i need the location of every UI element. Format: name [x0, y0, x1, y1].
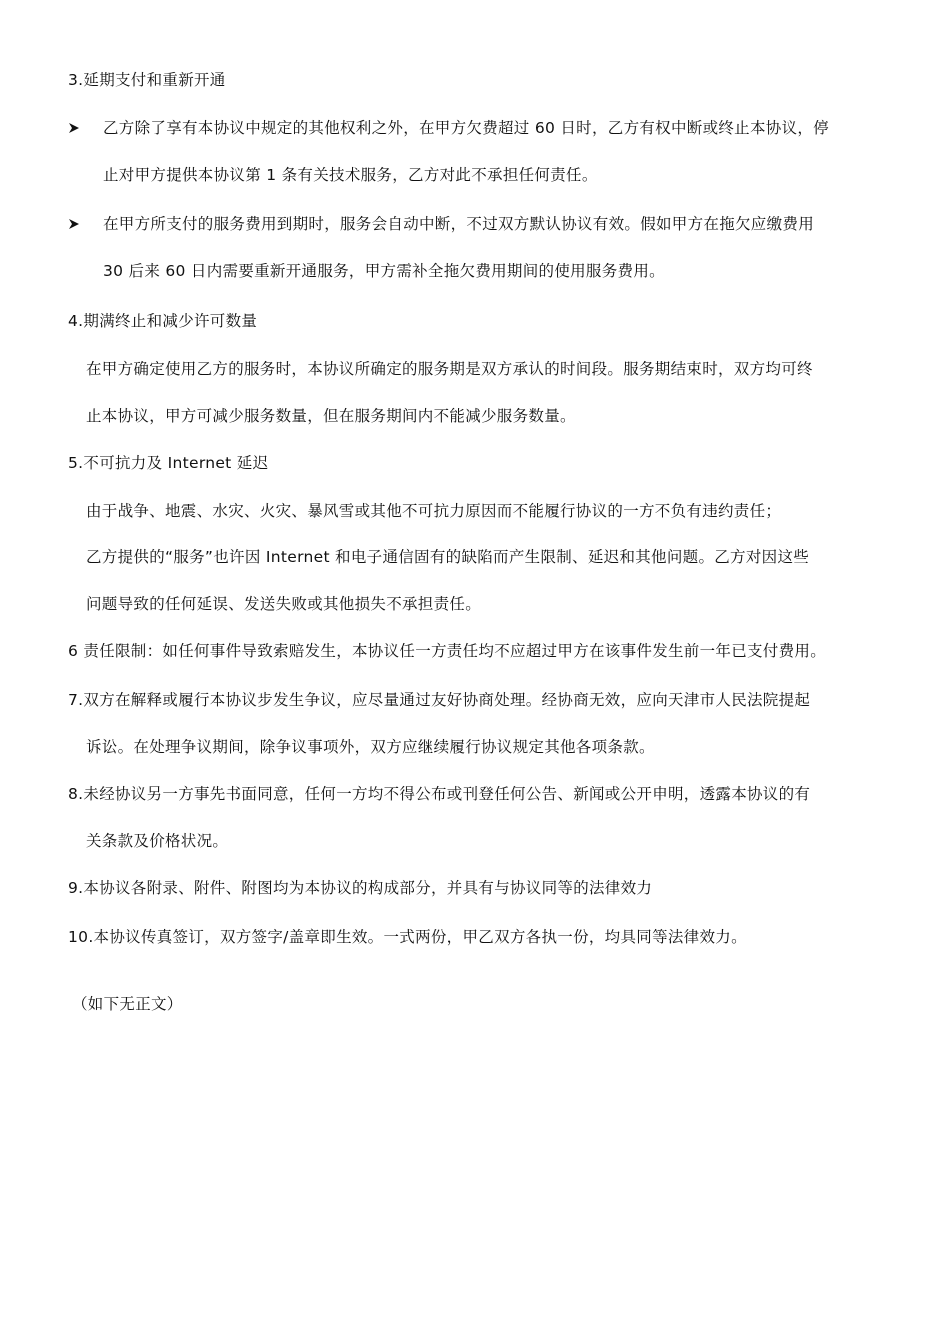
section-6-text: 6 责任限制：如任何事件导致索赔发生，本协议任一方责任均不应超过甲方在该事件发生前一年已支付费用。 [68, 642, 826, 660]
section-4-line-1: 在甲方确定使用乙方的服务时，本协议所确定的服务期是双方承认的时间段。服务期结束时，双方均可终 [86, 360, 813, 378]
section-3-bullet-2-line-2: 30 后来 60 日内需要重新开通服务，甲方需补全拖欠费用期间的使用服务费用。 [103, 262, 665, 280]
section-7-line-2: 诉讼。在处理争议期间，除争议事项外，双方应继续履行协议规定其他各项条款。 [86, 738, 655, 756]
section-8-line-2: 关条款及价格状况。 [86, 832, 229, 850]
section-3-heading: 3.延期支付和重新开通 [68, 71, 226, 89]
section-4-heading: 4.期满终止和减少许可数量 [68, 312, 258, 330]
section-5-paragraph-1: 由于战争、地震、水灾、火灾、暴风雪或其他不可抗力原因而不能履行协议的一方不负有违约责任； [86, 502, 782, 520]
section-8-line-1: 8.未经协议另一方事先书面同意，任何一方均不得公布或刊登任何公告、新闻或公开申明，透露本协议的有 [68, 785, 811, 803]
section-3-bullet-2-line-1: 在甲方所支付的服务费用到期时，服务会自动中断，不过双方默认协议有效。假如甲方在拖欠应缴费用 [103, 215, 815, 233]
section-3-bullet-1-line-1: 乙方除了享有本协议中规定的其他权利之外，在甲方欠费超过 60 日时，乙方有权中断或终止本协议，停 [103, 119, 829, 137]
section-7-line-1: 7.双方在解释或履行本协议步发生争议，应尽量通过友好协商处理。经协商无效，应向天津市人民法院提起 [68, 691, 811, 709]
section-5-paragraph-2-line-1: 乙方提供的“服务”也许因 Internet 和电子通信固有的缺陷而产生限制、延迟和其他问题。乙方对因这些 [86, 548, 810, 566]
section-9-text: 9.本协议各附录、附件、附图均为本协议的构成部分，并具有与协议同等的法律效力 [68, 879, 653, 897]
section-3-bullet-1-line-2: 止对甲方提供本协议第 1 条有关技术服务，乙方对此不承担任何责任。 [103, 166, 598, 184]
section-5-heading: 5.不可抗力及 Internet 延迟 [68, 454, 269, 472]
end-note: （如下无正文） [72, 995, 183, 1013]
section-5-paragraph-2-line-2: 问题导致的任何延误、发送失败或其他损失不承担责任。 [86, 595, 482, 613]
arrow-bullet-icon [68, 214, 84, 234]
section-10-text: 10.本协议传真签订，双方签字/盖章即生效。一式两份，甲乙双方各执一份，均具同等法律效力。 [68, 928, 747, 946]
section-4-line-2: 止本协议，甲方可减少服务数量，但在服务期间内不能减少服务数量。 [86, 407, 576, 425]
arrow-bullet-icon [68, 118, 84, 138]
